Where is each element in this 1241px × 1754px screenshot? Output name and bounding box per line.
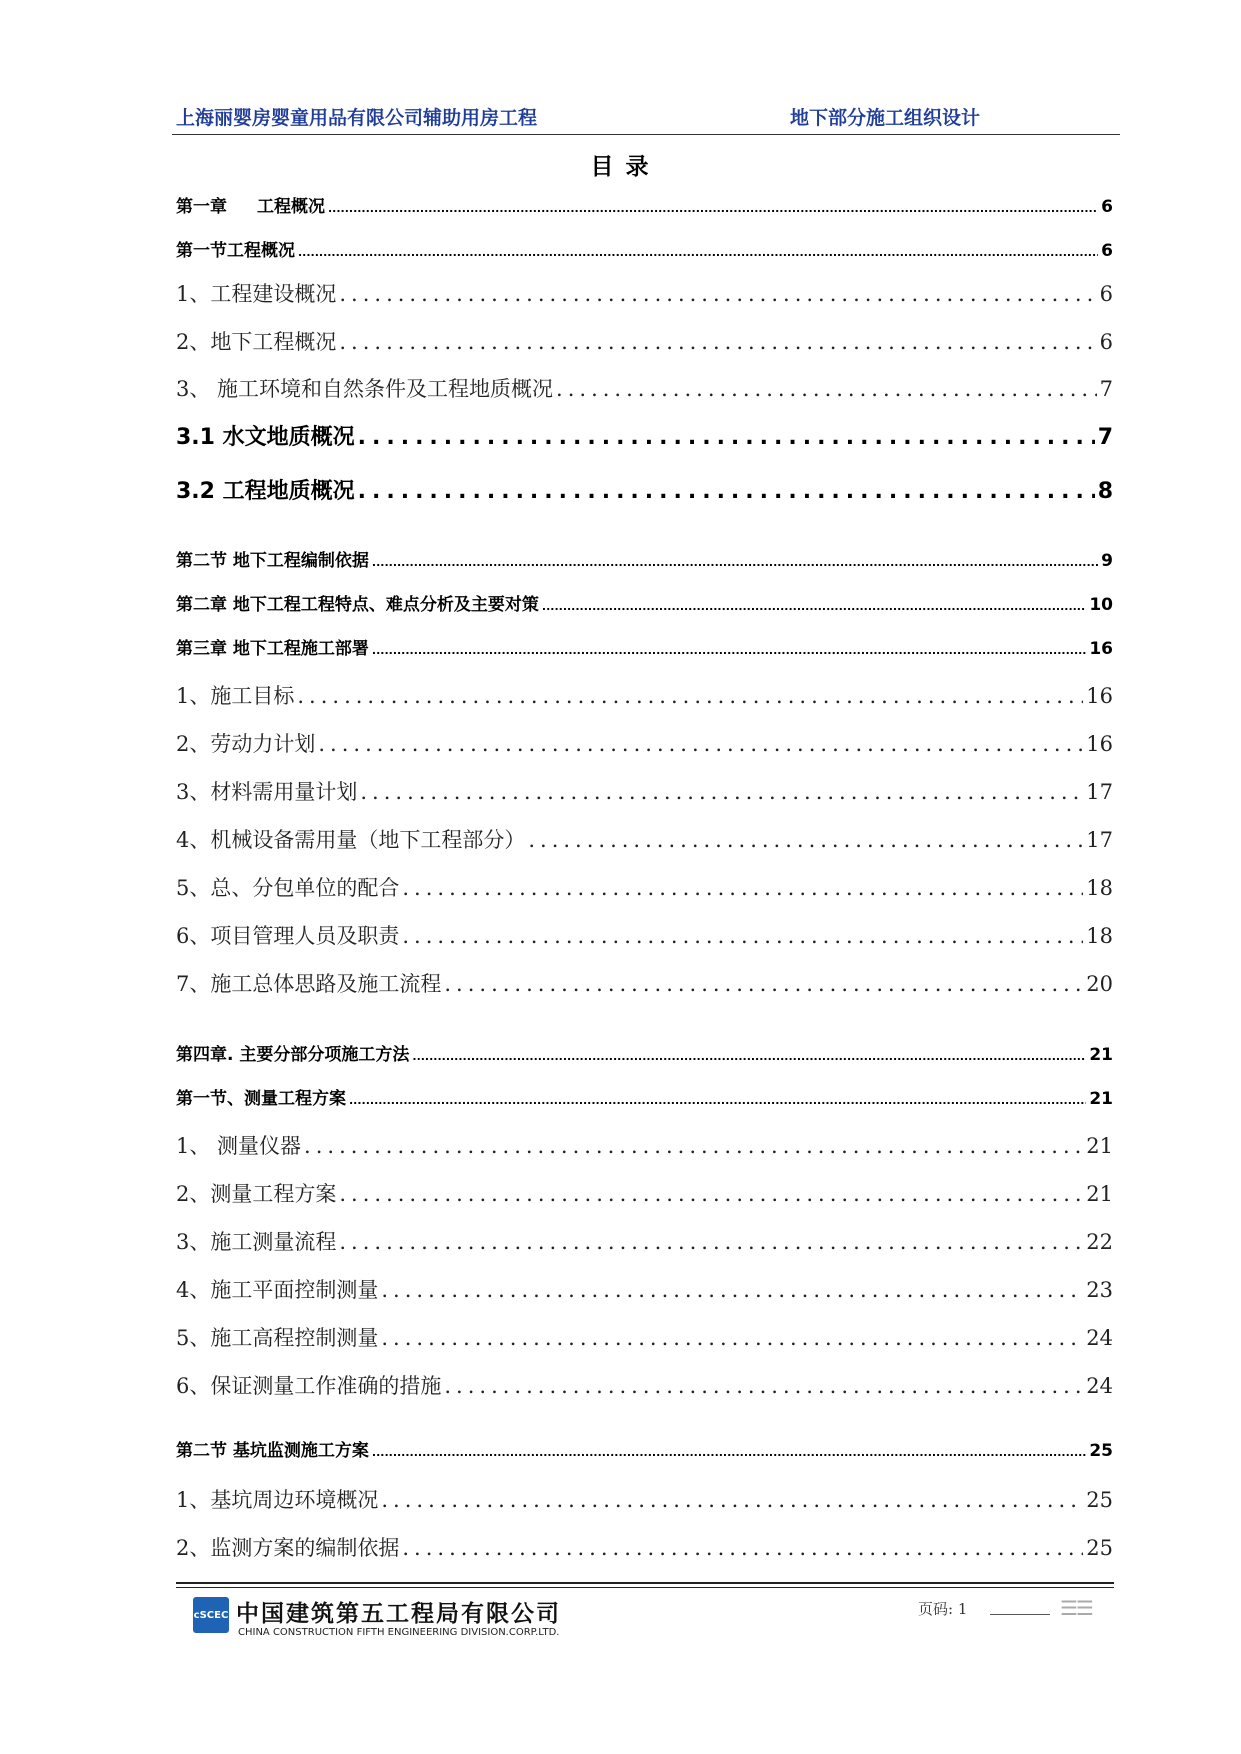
header-project-name: 上海丽婴房婴童用品有限公司辅助用房工程 <box>176 107 538 129</box>
toc-entry[interactable] <box>176 278 1113 308</box>
toc-entry-page: 21 <box>1086 1134 1113 1158</box>
toc-entry-page: 21 <box>1089 1089 1113 1109</box>
toc-entry-page: 7 <box>1097 425 1113 450</box>
toc-entry-chapter-label: 第一章 <box>176 197 227 217</box>
toc-entry-text: 6、项目管理人员及职责 <box>176 924 400 948</box>
footer-company-name: 中国建筑第五工程局有限公司 <box>236 1601 561 1627</box>
toc-entry[interactable] <box>176 192 1113 217</box>
toc-entry[interactable] <box>176 1040 1113 1065</box>
footer-divider <box>176 1582 1114 1584</box>
toc-entry-text: 2、监测方案的编制依据 <box>176 1536 400 1560</box>
toc-leader-dots <box>402 1536 1083 1560</box>
toc-entry-text: 4、施工平面控制测量 <box>176 1278 379 1302</box>
toc-entry-page: 18 <box>1086 924 1113 948</box>
toc-entry-text: 第一节工程概况 <box>176 241 295 261</box>
toc-entry-page: 8 <box>1097 479 1113 504</box>
toc-entry-text: 第二章 地下工程工程特点、难点分析及主要对策 <box>176 595 539 615</box>
toc-entry-page: 10 <box>1089 595 1113 615</box>
toc-entry[interactable] <box>176 1178 1113 1208</box>
toc-leader-dots <box>444 1374 1083 1398</box>
toc-entry-text: 3、材料需用量计划 <box>176 780 358 804</box>
toc-entry-page: 22 <box>1086 1230 1113 1254</box>
toc-leader-dots <box>402 876 1083 900</box>
toc-entry-page: 16 <box>1086 684 1113 708</box>
toc-entry[interactable] <box>176 776 1113 806</box>
toc-entry-text: 第四章. 主要分部分项施工方法 <box>176 1045 410 1065</box>
toc-entry-page: 6 <box>1099 330 1113 354</box>
toc-entry-text: 2、地下工程概况 <box>176 330 337 354</box>
toc-entry[interactable] <box>176 1436 1113 1461</box>
toc-entry[interactable] <box>176 968 1113 998</box>
toc-entry[interactable] <box>176 236 1113 261</box>
toc-leader-dots <box>402 924 1083 948</box>
footer-divider-thin <box>176 1587 1114 1588</box>
toc-entry[interactable] <box>176 1532 1113 1562</box>
toc-entry[interactable] <box>176 1484 1113 1514</box>
toc-leader-dots <box>528 828 1083 852</box>
toc-entry-page: 17 <box>1086 780 1113 804</box>
toc-leader-dots <box>444 972 1083 996</box>
toc-leader-dots <box>358 425 1095 450</box>
toc-entry-page: 25 <box>1089 1441 1113 1461</box>
toc-leader-dots <box>297 684 1083 708</box>
toc-leader-dots <box>349 1094 1086 1107</box>
toc-leader-dots <box>381 1326 1083 1350</box>
toc-entry-page: 9 <box>1101 551 1113 571</box>
toc-entry[interactable] <box>176 1322 1113 1352</box>
toc-entry[interactable] <box>176 680 1113 710</box>
toc-entry[interactable] <box>176 728 1113 758</box>
toc-leader-dots <box>372 556 1098 569</box>
toc-entry[interactable] <box>176 1370 1113 1400</box>
toc-entry[interactable] <box>176 1130 1113 1160</box>
page-header <box>172 98 1120 135</box>
footer-company-name-en: CHINA CONSTRUCTION FIFTH ENGINEERING DIVISION.CORP.LTD. <box>238 1627 560 1638</box>
toc-leader-dots <box>542 600 1086 613</box>
toc-title: 目 录 <box>590 154 651 180</box>
toc-entry[interactable] <box>176 420 1113 451</box>
toc-entry-page: 16 <box>1086 732 1113 756</box>
toc-entry[interactable] <box>176 373 1113 403</box>
toc-entry[interactable] <box>176 590 1113 615</box>
toc-entry[interactable] <box>176 824 1113 854</box>
toc-leader-dots <box>381 1278 1083 1302</box>
toc-entry[interactable] <box>176 872 1113 902</box>
toc-entry-text: 3.2 工程地质概况 <box>176 479 355 504</box>
toc-entry[interactable] <box>176 920 1113 950</box>
toc-leader-dots <box>360 780 1083 804</box>
toc-leader-dots <box>318 732 1083 756</box>
toc-leader-dots <box>328 202 1098 215</box>
toc-entry[interactable] <box>176 1226 1113 1256</box>
company-logo <box>193 1597 229 1633</box>
toc-entry[interactable] <box>176 546 1113 571</box>
toc-entry-text: 2、劳动力计划 <box>176 732 316 756</box>
toc-entry-text: 1、 测量仪器 <box>176 1134 302 1158</box>
toc-entry-text: 1、工程建设概况 <box>176 282 337 306</box>
footer-page-underline <box>990 1614 1050 1615</box>
toc-entry-chapter-title: 工程概况 <box>257 197 325 217</box>
toc-leader-dots <box>298 246 1098 259</box>
toc-entry-page: 25 <box>1086 1488 1113 1512</box>
toc-entry-text: 3、 施工环境和自然条件及工程地质概况 <box>176 377 554 401</box>
toc-leader-dots <box>339 330 1096 354</box>
toc-entry-page: 21 <box>1086 1182 1113 1206</box>
toc-leader-dots <box>556 377 1097 401</box>
toc-entry-text: 2、测量工程方案 <box>176 1182 337 1206</box>
footer-decoration-icon: ☰☰ <box>1060 1596 1092 1620</box>
toc-leader-dots <box>339 282 1096 306</box>
toc-entry-text: 第二节 地下工程编制依据 <box>176 551 369 571</box>
toc-entry[interactable] <box>176 474 1113 505</box>
toc-entry-page: 25 <box>1086 1536 1113 1560</box>
toc-leader-dots <box>372 1446 1086 1459</box>
toc-entry-text: 3.1 水文地质概况 <box>176 425 355 450</box>
toc-leader-dots <box>339 1182 1083 1206</box>
toc-entry-text: 5、总、分包单位的配合 <box>176 876 400 900</box>
toc-leader-dots <box>339 1230 1083 1254</box>
toc-entry-text: 7、施工总体思路及施工流程 <box>176 972 442 996</box>
toc-leader-dots <box>381 1488 1083 1512</box>
toc-entry-page: 24 <box>1086 1374 1113 1398</box>
toc-entry-text: 4、机械设备需用量（地下工程部分） <box>176 828 526 852</box>
toc-entry-page: 21 <box>1089 1045 1113 1065</box>
toc-entry-page: 16 <box>1089 639 1113 659</box>
header-document-title: 地下部分施工组织设计 <box>790 107 981 129</box>
footer-page-number: 页码: 1 <box>918 1600 968 1618</box>
toc-leader-dots <box>412 1050 1086 1063</box>
toc-entry-text: 第三章 地下工程施工部署 <box>176 639 369 659</box>
toc-entry-page: 17 <box>1086 828 1113 852</box>
toc-entry-page: 6 <box>1101 197 1113 217</box>
toc-entry-page: 18 <box>1086 876 1113 900</box>
toc-entry-page: 20 <box>1086 972 1113 996</box>
logo-mark-text: cSCEC <box>193 1609 229 1621</box>
toc-entry[interactable] <box>176 634 1113 659</box>
toc-entry-page: 6 <box>1101 241 1113 261</box>
toc-entry-page: 23 <box>1086 1278 1113 1302</box>
toc-entry[interactable] <box>176 326 1113 356</box>
toc-entry-page: 7 <box>1099 377 1113 401</box>
toc-entry-text: 1、基坑周边环境概况 <box>176 1488 379 1512</box>
toc-entry-text: 5、施工高程控制测量 <box>176 1326 379 1350</box>
toc-entry-text: 3、施工测量流程 <box>176 1230 337 1254</box>
toc-entry[interactable] <box>176 1084 1113 1109</box>
toc-entry-page: 24 <box>1086 1326 1113 1350</box>
toc-leader-dots <box>358 479 1095 504</box>
toc-leader-dots <box>304 1134 1083 1158</box>
toc-entry-text: 6、保证测量工作准确的措施 <box>176 1374 442 1398</box>
toc-entry-text: 第一节、测量工程方案 <box>176 1089 346 1109</box>
toc-entry-text: 1、施工目标 <box>176 684 295 708</box>
toc-entry-text: 第二节 基坑监测施工方案 <box>176 1441 369 1461</box>
toc-entry-page: 6 <box>1099 282 1113 306</box>
toc-leader-dots <box>372 644 1086 657</box>
toc-entry[interactable] <box>176 1274 1113 1304</box>
